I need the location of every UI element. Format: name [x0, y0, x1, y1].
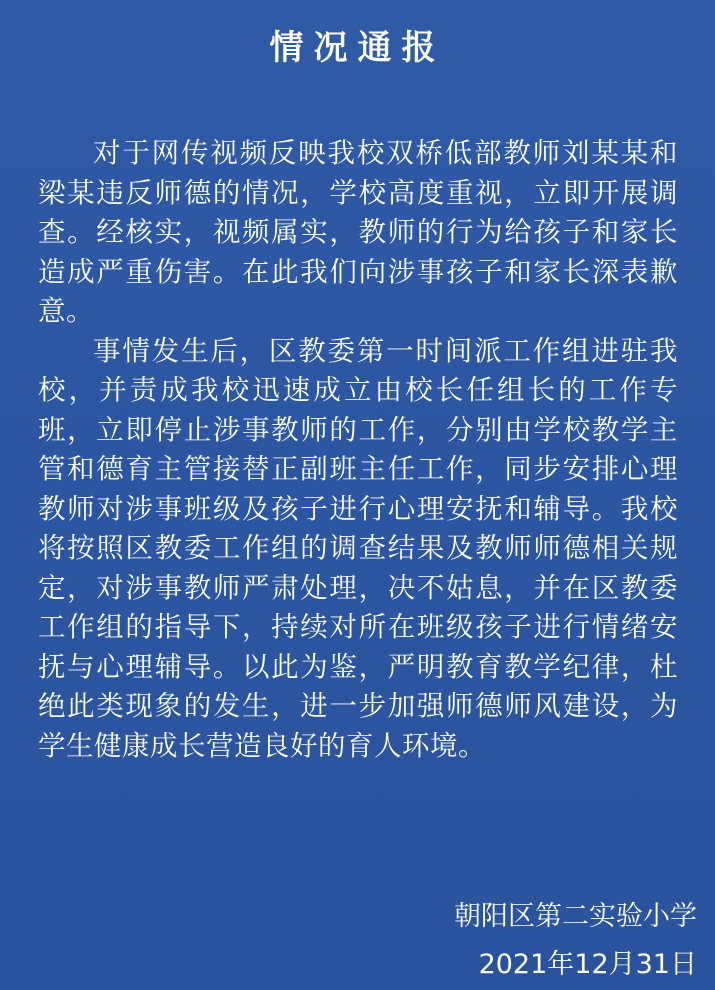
- signature-date: 2021年12月31日: [478, 949, 697, 980]
- paragraph-1: 对于网传视频反映我校双桥低部教师刘某某和梁某违反师德的情况，学校高度重视，立即开展调查。经核实，视频属实，教师的行为给孩子和家长造成严重伤害。在此我们向涉事孩子和家长深表歉意。: [38, 137, 678, 327]
- paragraph-2: 事情发生后，区教委第一时间派工作组进驻我校，并责成我校迅速成立由校长任组长的工作专班，立即停止涉事教师的工作，分别由学校教学主管和德育主管接替正副班主任工作，同步安排心理教师对涉事班级及孩子进行心理安抚和辅导。我校将按照区教委工作组的调查结果及教师师德相关规定，对涉事教师严肃处理，决不姑息，并在区教委工作组的指导下，持续对所在班级孩子进行情绪安抚与心理辅导。以此为鉴，严明教育教学纪律，杜绝此类现象的发生，进一步加强师德师风建设，为学生健康成长营造良好的育人环境。: [38, 334, 678, 762]
- notice-body: [38, 134, 678, 766]
- notice-title: 情况通报: [269, 28, 446, 68]
- signature-organization: 朝阳区第二实验小学: [454, 901, 697, 932]
- signature-block: [454, 893, 697, 989]
